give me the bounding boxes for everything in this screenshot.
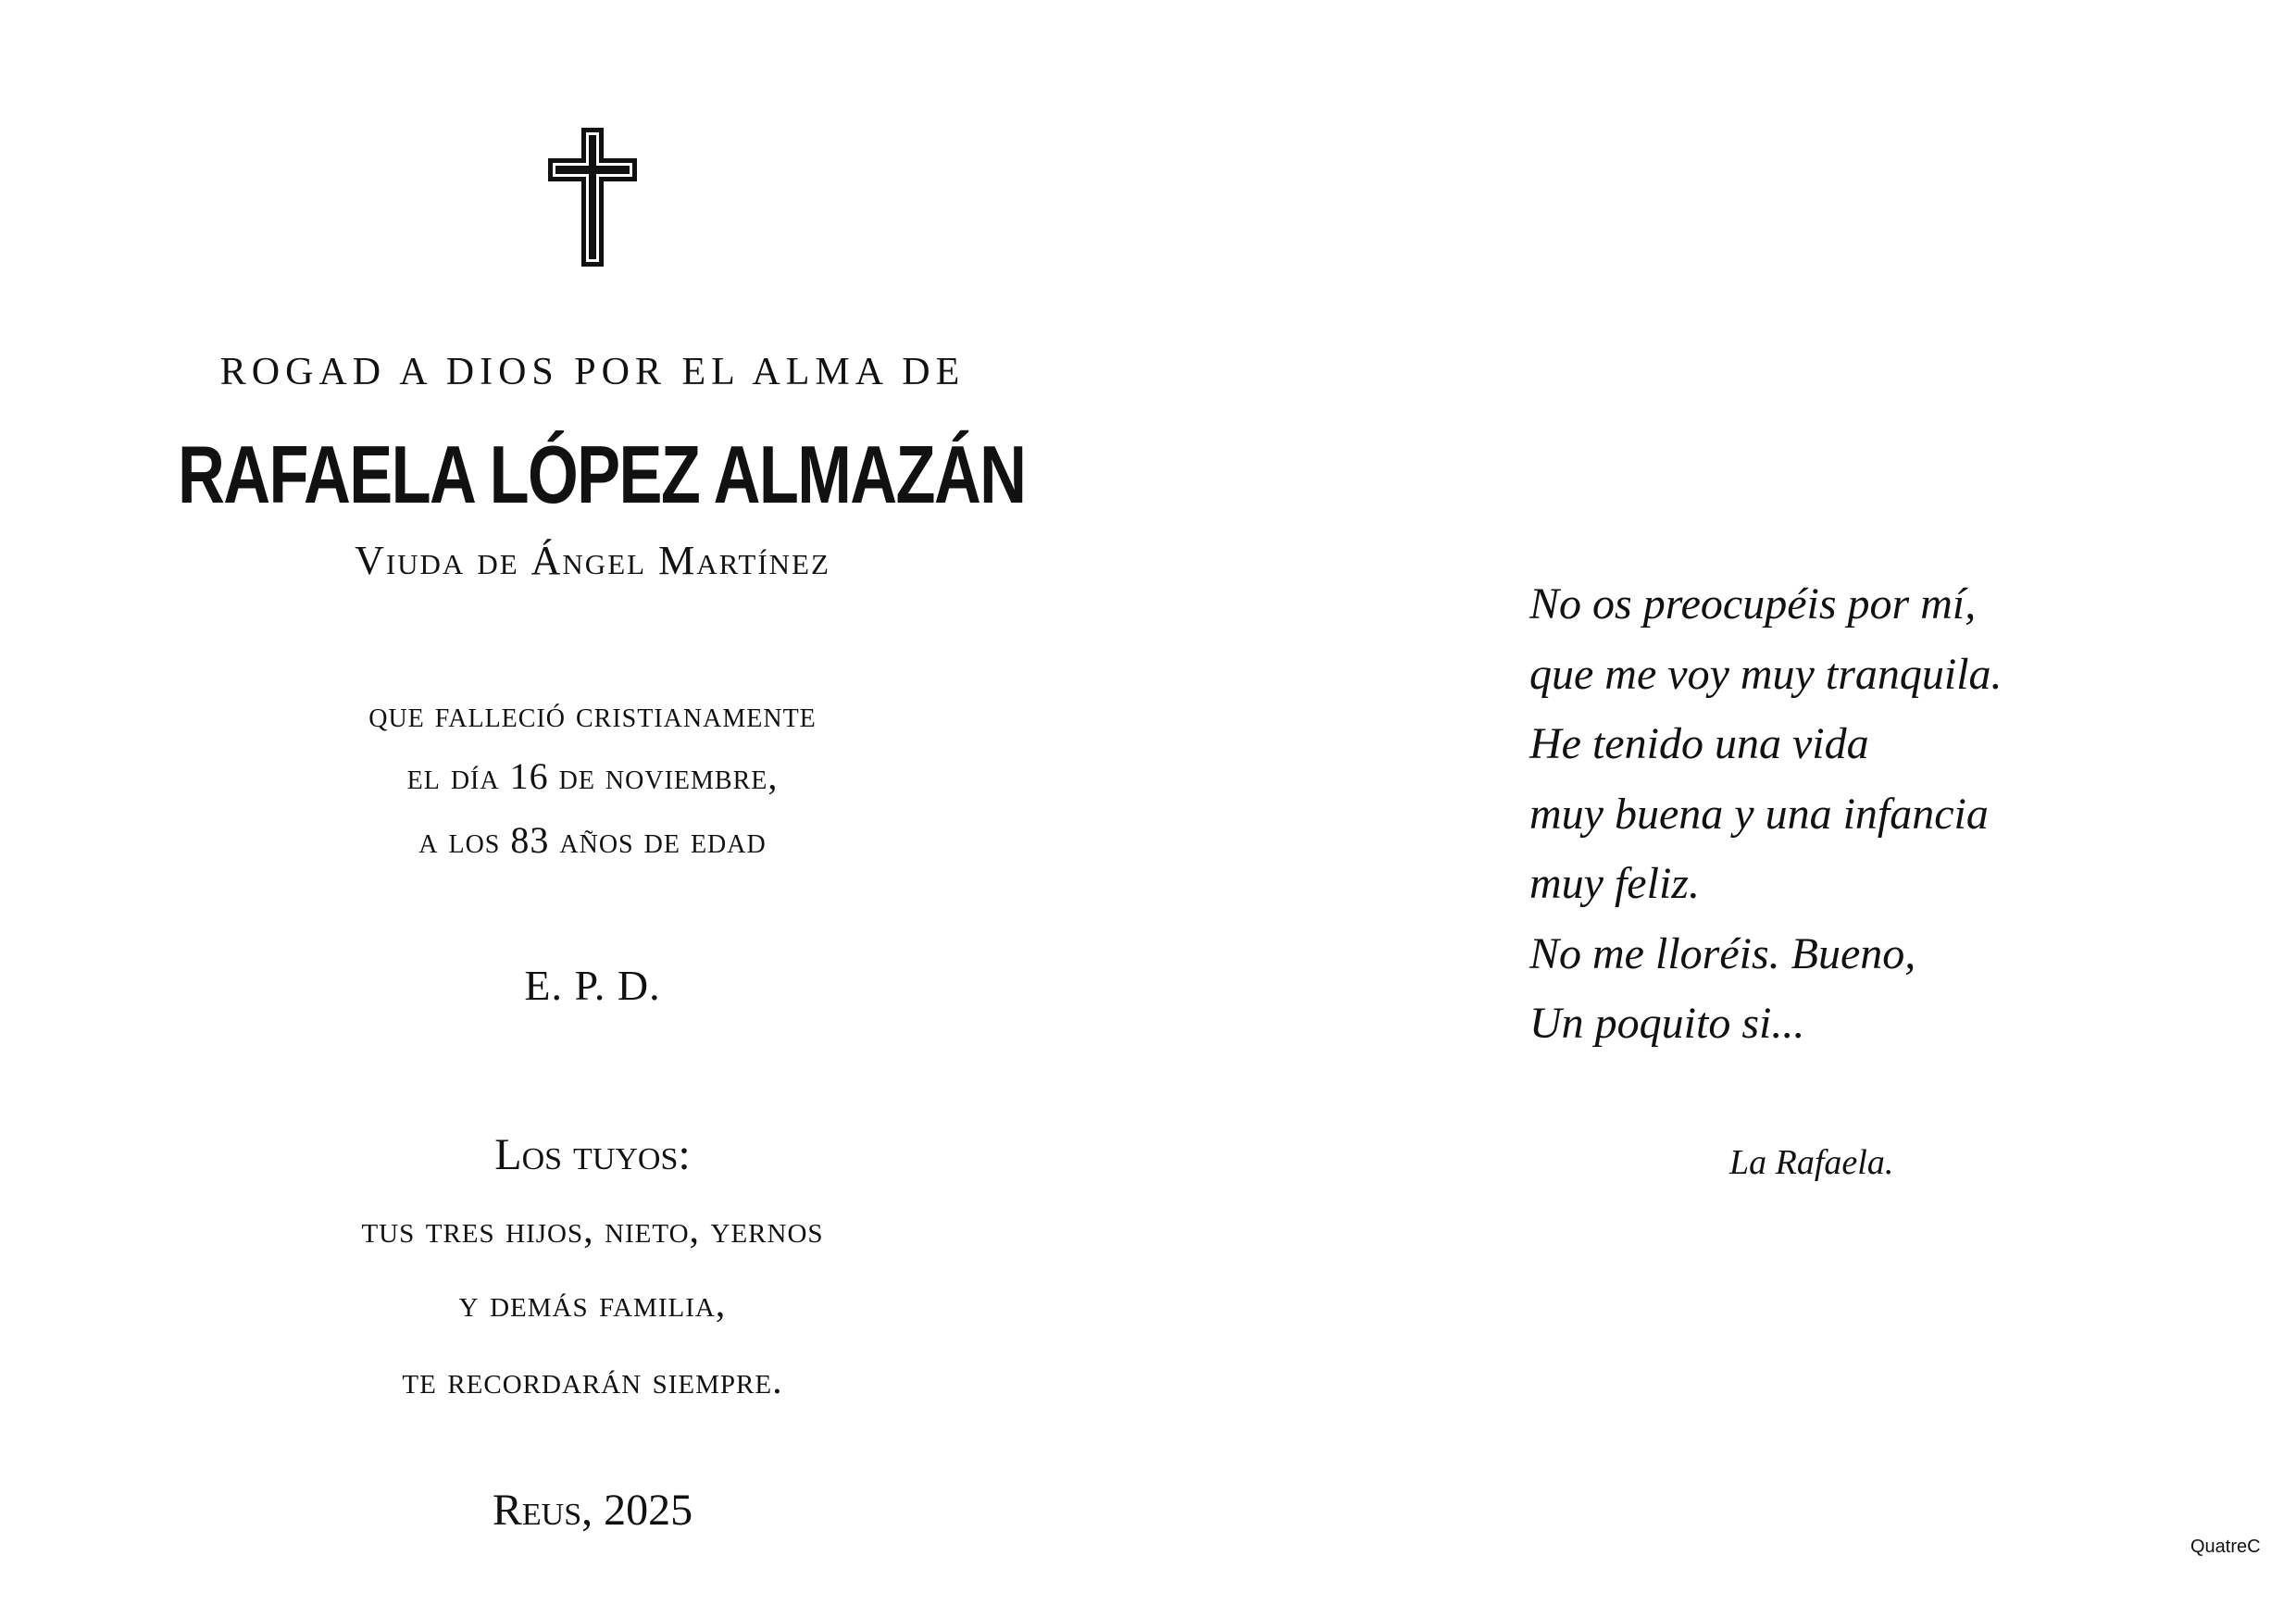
poem-line: que me voy muy tranquila. <box>1529 649 2003 699</box>
family-line: te recordarán siempre. <box>402 1360 783 1402</box>
death-date-line: el día 16 de noviembre, <box>406 755 779 797</box>
deceased-name: RAFAELA LÓPEZ ALMAZÁN <box>178 429 1026 520</box>
poem-line: Un poquito si... <box>1529 999 1805 1048</box>
family-line: tus tres hijos, nieto, yernos <box>361 1209 824 1251</box>
poem-line: He tenido una vida <box>1529 719 1869 768</box>
farewell-poem <box>1529 569 2003 1059</box>
widow-line: Viuda de Ángel Martínez <box>355 538 830 583</box>
age-line: a los 83 años de edad <box>418 819 767 861</box>
poem-line: muy buena y una infancia <box>1529 789 1989 839</box>
latin-cross-icon <box>546 128 639 267</box>
family-line: y demás familia, <box>458 1283 727 1326</box>
maker-mark: QuatreC <box>2190 1537 2261 1557</box>
poem-line: No os preocupéis por mí, <box>1529 579 1977 629</box>
prayer-intro: ROGAD A DIOS POR EL ALMA DE <box>219 351 966 393</box>
poem-line: muy feliz. <box>1529 859 1700 908</box>
family-heading: Los tuyos: <box>494 1130 691 1179</box>
death-line: que falleció cristianamente <box>368 693 817 735</box>
place-date: Reus, 2025 <box>492 1486 693 1535</box>
poem-signature: La Rafaela. <box>1729 1143 1894 1182</box>
poem-line: No me lloréis. Bueno, <box>1529 928 1916 978</box>
rip-abbreviation: E. P. D. <box>524 962 661 1009</box>
